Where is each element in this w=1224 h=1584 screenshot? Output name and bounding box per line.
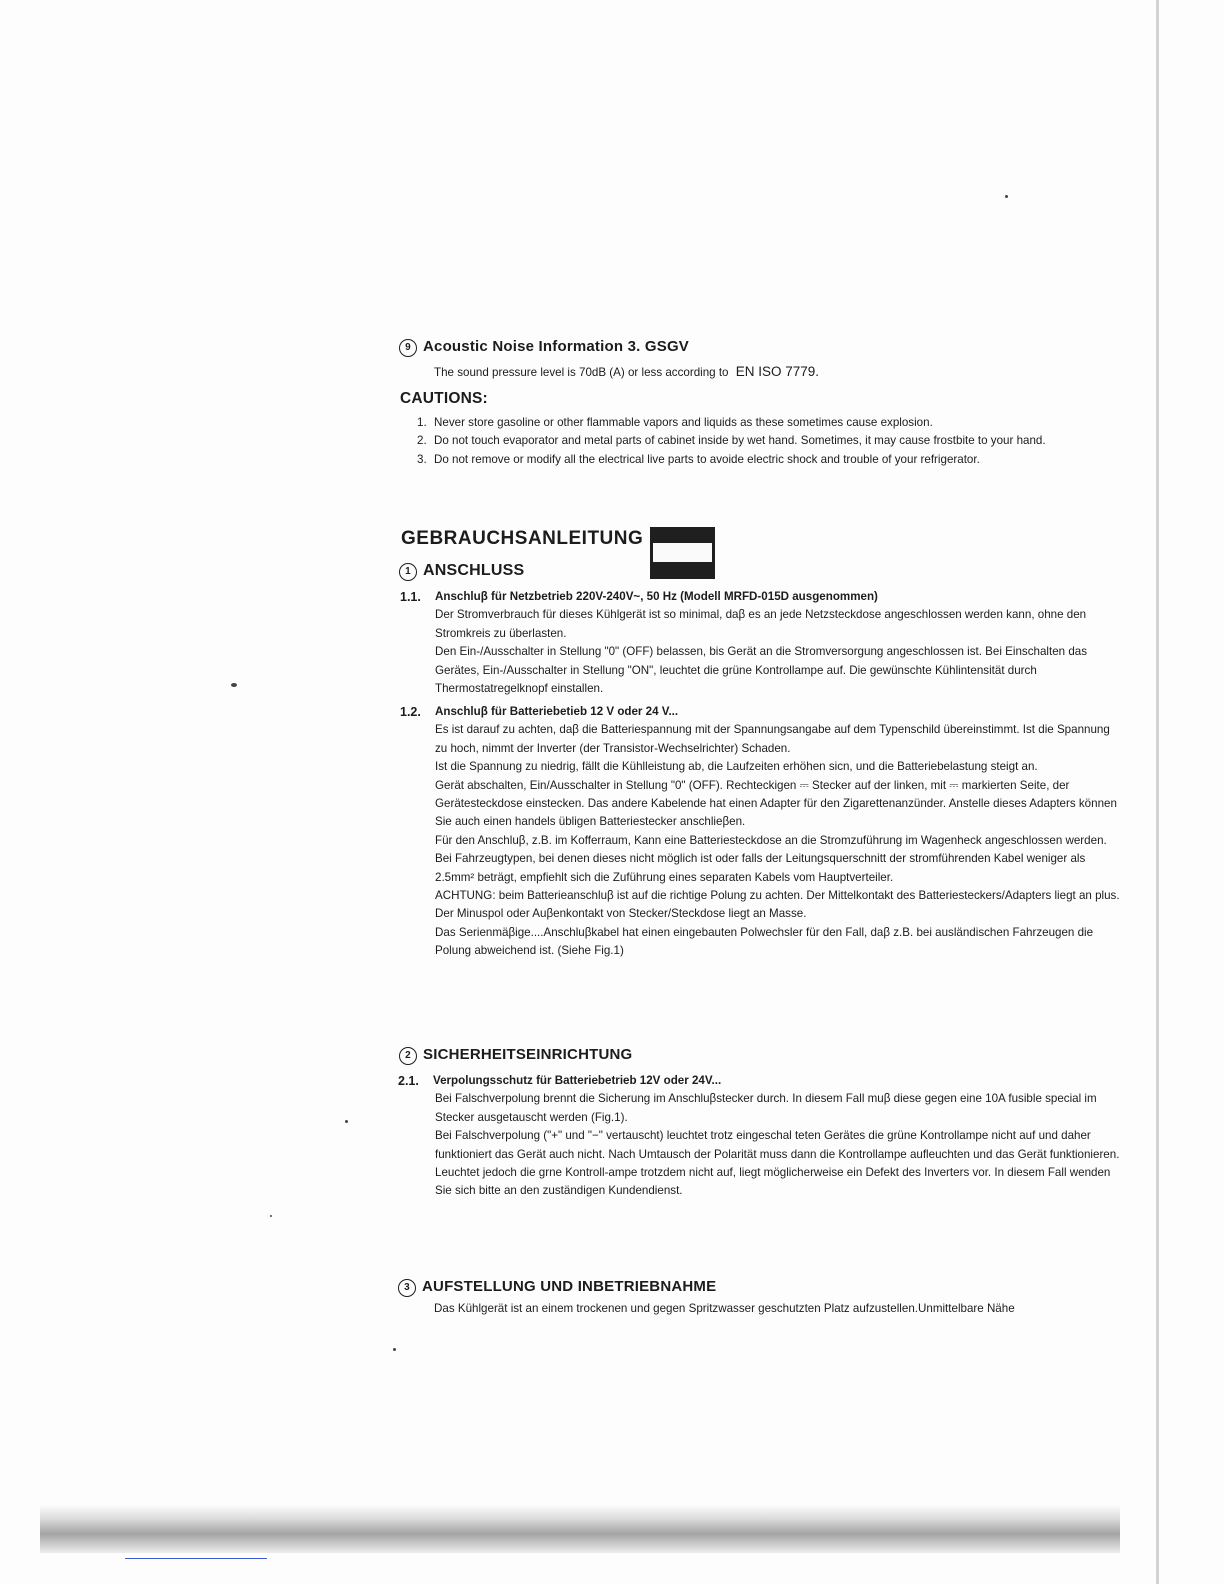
section-2-number-badge: 2 xyxy=(399,1047,417,1065)
scan-bottom-shadow xyxy=(40,1505,1120,1553)
section-3-title: AUFSTELLUNG UND INBETRIEBNAHME xyxy=(422,1278,717,1295)
noise-text: The sound pressure level is 70dB (A) or less according to xyxy=(434,366,729,379)
scan-speck xyxy=(393,1348,396,1351)
section-2-title: SICHERHEITSEINRICHTUNG xyxy=(423,1046,633,1063)
section-2-1 xyxy=(398,1072,1122,1201)
paragraph: ACHTUNG: beim Batterieanschluβ ist auf die richtige Polung zu achten. Der Mittelkontakt des Batteriesteckers/Adapters liegt an plus. Der Minuspol oder Auβenkontakt von Stecker/Steckdose liegt an Masse. xyxy=(435,889,1120,921)
section-3-number-badge: 3 xyxy=(398,1279,416,1297)
caution-item: 2. Do not touch evaporator and metal parts of cabinet inside by wet hand. Sometimes, it may cause frostbite to your hand. xyxy=(417,434,1046,448)
cautions-list xyxy=(399,414,1104,469)
paragraph: Gerät abschalten, Ein/Ausschalter in Stellung "0" (OFF). Rechteckigen ⎓ Stecker auf der linken, mit ⎓ markierten Seite, der Gerätesteckdose einstecken. Das andere Kabelende hat einen Adapter für den Zigarettenanzünder. Anstelle dieses Adapters können Sie auch einen handels übligen Batteriestecker anschlieβen. xyxy=(435,778,1117,829)
scan-speck xyxy=(270,1215,272,1217)
section-2-1-heading: 2.1. Verpolungsschutz für Batteriebetrieb 12V oder 24V... xyxy=(398,1074,722,1088)
noise-number-badge: 9 xyxy=(399,339,417,357)
scan-speck xyxy=(231,683,237,687)
paragraph: Den Ein-/Ausschalter in Stellung "0" (OFF) belassen, bis Gerät an die Stromversorgung angeschlossen ist. Bei Einschalten das Gerätes, Ein-/Ausschalter in Stellung "ON", leuchtet die grüne Kontrollampe auf. Die gewünschte Kühlintensität durch Thermostatregelknopf einstallen. xyxy=(435,645,1088,696)
paragraph: Für den Anschluβ, z.B. im Kofferraum, Kann eine Batteriesteckdose an die Stromzuführung im Wagenheck angeschlossen werden. Bei Fahrzeugtypen, bei denen dieses nicht möglich ist oder falls der Leitungsquerschnitt der stromführenden Kabel weniger als 2.5mm² beträgt, empfiehlt sich die Zuführung eines separaten Kabels vom Hauptverteiler. xyxy=(435,833,1107,884)
scan-blue-line xyxy=(125,1558,267,1559)
section-1-1 xyxy=(400,588,1122,698)
section-1-title: ANSCHLUSS xyxy=(423,562,525,579)
section-1-1-body xyxy=(400,606,1122,698)
paragraph: Bei Falschverpolung brennt die Sicherung im Anschluβstecker durch. In diesem Fall muβ diese gegen eine 10A fusible special im Stecker ausgetauscht werden (Fig.1). xyxy=(435,1092,1097,1124)
section-3-text: Das Kühlgerät ist an einem trockenen und gegen Spritzwasser geschutzten Platz aufzustellen.Unmittelbare Nähe xyxy=(434,1302,1015,1315)
section-1-2 xyxy=(400,703,1122,961)
paragraph: Der Stromverbrauch für dieses Kühlgerät ist so minimal, daβ es an jede Netzsteckdose angeschlossen werden kann, ohne den Stromkreis zu überlasten. xyxy=(435,608,1087,640)
section-1-heading xyxy=(399,562,524,581)
noise-heading xyxy=(399,338,689,357)
scan-speck xyxy=(1005,195,1008,198)
section-1-2-body xyxy=(400,721,1122,960)
caution-item: 3. Do not remove or modify all the electrical live parts to avoide electric shock and trouble of your refrigerator. xyxy=(417,452,980,466)
section-3-heading xyxy=(398,1278,716,1297)
caution-item: 1. Never store gasoline or other flammable vapors and liquids as these sometimes cause explosion. xyxy=(417,416,933,429)
section-1-1-heading: 1.1. Anschluβ für Netzbetrieb 220V-240V~, 50 Hz (Modell MRFD-015D ausgenommen) xyxy=(400,590,878,604)
scan-speck xyxy=(345,1120,348,1123)
section-2-heading xyxy=(399,1046,632,1065)
paragraph: Ist die Spannung zu niedrig, fällt die Kühlleistung ab, die Laufzeiten erhöhen sicn, und die Batteriebelastung steigt an. xyxy=(435,760,1038,774)
scan-edge-shadow xyxy=(1156,0,1159,1584)
paragraph: Das Serienmäβige....Anschluβkabel hat einen eingebauten Polwechsler für den Fall, daβ z.B. bei ausländischen Fahrzeugen die Polung abweichend ist. (Siehe Fig.1) xyxy=(435,925,1094,958)
cautions-title: CAUTIONS: xyxy=(400,390,488,407)
noise-line xyxy=(434,363,819,382)
section-1-number-badge: 1 xyxy=(399,563,417,581)
noise-standard: EN ISO 7779. xyxy=(735,364,820,379)
paragraph: Bei Falschverpolung ("+" und "−" vertauscht) leuchtet trotz eingeschal teten Gerätes die grüne Kontrollampe nicht auf und daher funktioniert das Gerät auch nicht. Nach Umtausch der Polarität muss dann die Kontrollampe aufleuchten und das Gerät funktionieren. Leuchtet jedoch die grne Kontroll-ampe trotzdem nicht auf, liegt möglicherweise ein Defekt des Inverters vor. In diesem Fall wenden Sie sich bitte an den zuständigen Kundendienst. xyxy=(435,1129,1120,1198)
section-2-1-body xyxy=(398,1090,1122,1200)
german-flag-icon xyxy=(650,527,715,579)
section-1-2-heading: 1.2. Anschluβ für Batteriebetieb 12 V oder 24 V... xyxy=(400,705,679,719)
noise-title: Acoustic Noise Information 3. GSGV xyxy=(423,338,690,355)
manual-title: GEBRAUCHSANLEITUNG xyxy=(401,528,644,549)
paragraph: Es ist darauf zu achten, daβ die Batteriespannung mit der Spannungsangabe auf dem Typenschild übereinstimmt. Ist die Spannung zu hoch, nimmt der Inverter (der Transistor-Wechselrichter) Schaden. xyxy=(435,723,1110,755)
